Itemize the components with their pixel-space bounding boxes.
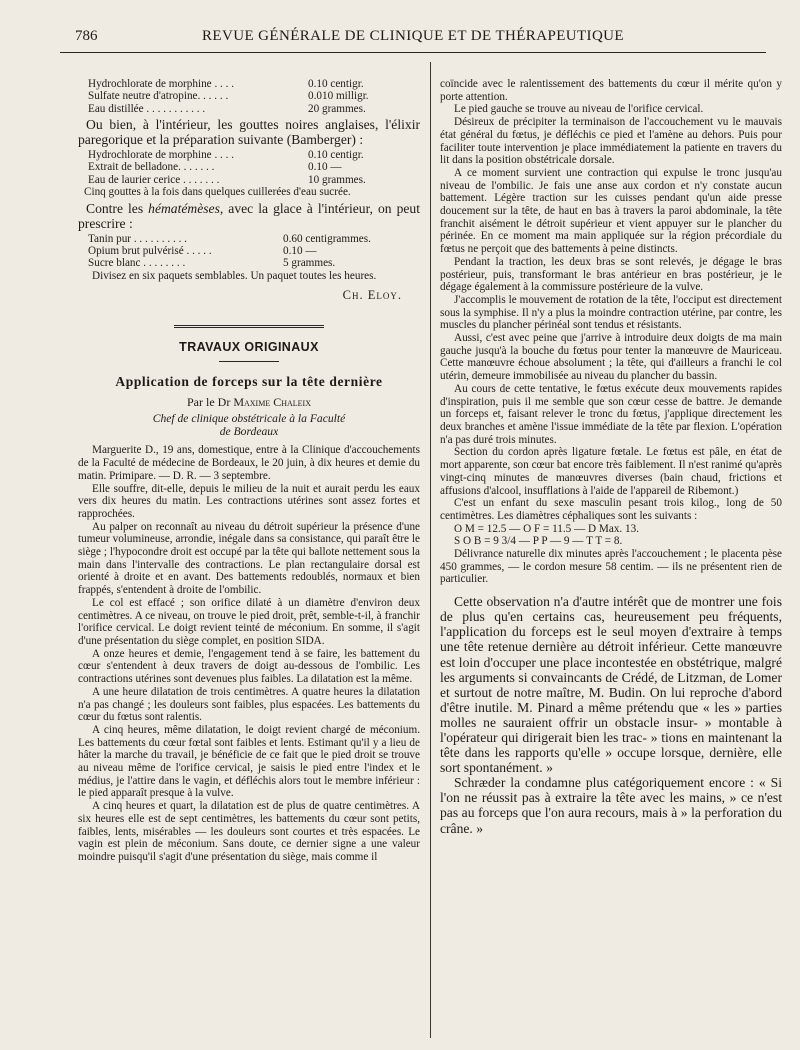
- rx-line: Eau distillée . . . . . . . . . . . 20 grammes.: [88, 102, 366, 115]
- left-column: [78, 78, 420, 864]
- header-rule: [60, 52, 766, 53]
- page-number: 786: [75, 28, 98, 44]
- paragraph: A ce moment survient une contraction qui expulse le tronc jusqu'au niveau de l'ombilic. Je fais une anse aux cordon et n'y constate aucun battement. Légère traction sur les cuisses pendant qu'un aide presse doucement sur la tête, de haut en bas à travers la paroi abdominale, la tête franchit aisément le détroit supérieur et vient appuyer sur le plancher du périnée. En ce moment ma main appliquée sur la région précordiale du fœtus ne perçoit que des battements à peine distincts.: [440, 166, 782, 256]
- column-divider: [430, 62, 431, 1038]
- paragraph: Contre les hématémèses, avec la glace à l'intérieur, on peut prescrire :: [78, 200, 420, 231]
- paragraph: Marguerite D., 19 ans, domestique, entre à la Clinique d'accouchements de la Faculté de médecine de Bordeaux, le 20 juin, à dix heures et demie du matin. Primipare. — D. R. — 3 septembre.: [78, 444, 420, 482]
- paragraph: Cinq gouttes à la fois dans quelques cuillerées d'eau sucrée.: [84, 185, 351, 198]
- running-title: REVUE GÉNÉRALE DE CLINIQUE ET DE THÉRAPEUTIQUE: [202, 28, 624, 44]
- prescription-1: [78, 78, 420, 115]
- prescription-3: [78, 233, 420, 270]
- paragraph: C'est un enfant du sexe masculin pesant trois kilog., long de 50 centimètres. Les diamètres céphaliques sont les suivants :: [440, 497, 782, 522]
- rx-line: Extrait de belladone. . . . . . . 0.10 —: [88, 161, 342, 174]
- article-title: Application de forceps sur la tête dernière: [115, 374, 383, 390]
- rx-line: Hydrochlorate de morphine . . . . 0.10 centigr.: [88, 149, 364, 162]
- paragraph: Cette observation n'a d'autre intérêt que de montrer une fois de plus qu'en certains cas, heureusement peu fréquents, l'application du forceps est le seul moyen d'extraire à temps une tête retenue dernière au détroit inférieur. Cette manœuvre est loin d'occuper une place incontestée en obstétrique, malgré les arguments si convaincants de Crédé, de Litzman, de Lomer et surtout de notre maître, M. Budin. On lui reproche d'abord d'être inutile. M. Pinard a même prétendu que « les » parties molles ne sauraient offrir un obstacle insur- » montable à l'opérateur qui dirigerait bien les trac- » tions en maintenant la tête dans les rapports qu'elle » occupe lorsque, dernière, elle sort spontanément. »: [440, 594, 782, 776]
- affiliation: Chef de clinique obstétricale à la Faculté de Bordeaux: [152, 412, 346, 439]
- rx-line: Sucre blanc . . . . . . . . 5 grammes.: [88, 257, 336, 270]
- paragraph: Pendant la traction, les deux bras se sont relevés, je dégage le bras postérieur, puis, transformant le bras antérieur en bras postérieur, je le dégage également à la commissure postérieure de la vulve.: [440, 255, 782, 294]
- rx-line: Opium brut pulvérisé . . . . . 0.10 —: [88, 245, 317, 258]
- paragraph: Délivrance naturelle dix minutes après l'accouchement ; le placenta pèse 450 grammes, — le cordon mesure 58 centim. — ils ne présentent rien de particulier.: [440, 548, 782, 586]
- paragraph: Le col est effacé ; son orifice dilaté à un diamètre d'environ deux centimètres. A ce niveau, on trouve le pied droit, prêt, semble-t-il, à franchir l'orifice cervical. Le doigt revient teinté de méconium. En somme, il s'agit d'une présentation du siège complet, en position SIDA.: [78, 596, 420, 647]
- paragraph: Schræder la condamne plus catégoriquement encore : « Si l'on ne réussit pas à extraire la tête avec les mains, » ce n'est pas au forceps que l'on aura recours, mais à » la perforation du crâne. »: [440, 775, 782, 836]
- paragraph: J'accomplis le mouvement de rotation de la tête, l'occiput est directement sous la symphise. Il n'y a plus la moindre contraction utérine, par contre, les muscles du plancher périnéal sont tendus et résistants.: [440, 293, 782, 332]
- paragraph: coïncide avec le ralentissement des battements du cœur il mérite qu'on y porte attention.: [440, 78, 782, 103]
- paragraph: Au cours de cette tentative, le fœtus exécute deux mouvements rapides d'inspiration, puis il me semble que son cœur cesse de battre. Je demande un forceps et, faisant relever le tronc du fœtus, j'applique directement les deux branches et amène l'issue immédiate de la tête par flexion. L'opération n'a pas duré trois minutes.: [440, 382, 782, 446]
- paragraph: A une heure dilatation de trois centimètres. A quatre heures la dilatation n'a pas changé ; les douleurs sont faibles, plus espacées. Les battements du cœur du fœtus sont ralentis.: [78, 685, 420, 724]
- section-underline: [219, 361, 279, 362]
- paragraph: Elle souffre, dit-elle, depuis le milieu de la nuit et aurait perdu les eaux vers dix heures du matin. Les contractions utérines sont assez fortes et rapprochées.: [78, 482, 420, 520]
- paragraph: Ou bien, à l'intérieur, les gouttes noires anglaises, l'élixir paregorique et la préparation suivante (Bamberger) :: [78, 116, 420, 147]
- rx-line: Hydrochlorate de morphine . . . . 0.10 centigr.: [88, 78, 364, 90]
- paragraph: Au palper on reconnaît au niveau du détroit supérieur la présence d'une tumeur volumineuse, arrondie, inégale dans sa consistance, qui paraît être le siège ; l'hypocondre droit est occupé par la tête qui ballote nettement sous la main dans l'intervalle des contractions. Le plan rectangulaire dorsal est orienté à droite et en avant. Des battements redoublés, normaux et bien frappés, s'entendent à droite de l'ombilic.: [78, 520, 420, 597]
- paragraph: Aussi, c'est avec peine que j'arrive à introduire deux doigts de ma main gauche jusqu'à la bouche du fœtus pour tenter la manœuvre de Mauriceau. Cette manœuvre échoue absolument ; la tête, qui d'ailleurs a franchi le col utérin, demeure immobilisée au niveau du plancher du bassin.: [440, 332, 782, 383]
- paragraph: A cinq heures et quart, la dilatation est de plus de quatre centimètres. A six heures elle est de sept centimètres, les battements du cœur sont petits, faibles, lents, misérables — les douleurs sont courtes et très espacées. Le vagin est plein de méconium. Sans doute, ce dernier signe a une valeur moindre puisqu'il s'agit d'une présentation du siège, mais comme il: [78, 800, 420, 863]
- page-header: [60, 28, 766, 54]
- paragraph: A onze heures et demie, l'engagement tend à se faire, les battement du cœur s'entendent à deux travers de doigt au-dessous de l'ombilic. Les contractions utérines sont devenues plus faibles. La dilatation est la même.: [78, 647, 420, 686]
- signature: Ch. Eloy.: [342, 288, 402, 303]
- rx-line: Sulfate neutre d'atropine. . . . . . 0.010 milligr.: [88, 90, 369, 103]
- rx-line: Tanin pur . . . . . . . . . . 0.60 centigrammes.: [88, 232, 371, 245]
- cephalic-dimensions: O M = 12.5 — O F = 11.5 — D Max. 13.: [454, 522, 639, 535]
- author-name: Maxime Chaleix: [233, 395, 311, 410]
- byline: Par le Dr Maxime Chaleix: [187, 395, 311, 410]
- paragraph: A cinq heures, même dilatation, le doigt revient chargé de méconium. Les battements du cœur fœtal sont faibles et lents. Estimant qu'il y a lieu de hâter la marche du travail, je bénéficie de ce fait que le pied droit se trouve au niveau même de l'orifice cervical, je saisis le pied entre l'index et le médius, je l'attire dans le vagin, et défléchis alors tout le membre inférieur : le pied apparaît presque à la vulve.: [78, 723, 420, 800]
- section-title: TRAVAUX ORIGINAUX: [179, 340, 319, 355]
- cephalic-dimensions: S O B = 9 3/4 — P P — 9 — T T = 8.: [454, 535, 623, 548]
- paragraph: Désireux de précipiter la terminaison de l'accouchement vu le mauvais état général du fœtus, je défléchis ce pied et l'amène au dehors. Puis pour faciliter toute intervention je place immédiatement la patiente en travers du lit dans la position obstétricale dorsale.: [440, 116, 782, 167]
- paragraph: Divisez en six paquets semblables. Un paquet toutes les heures.: [92, 269, 377, 282]
- paragraph: Le pied gauche se trouve au niveau de l'orifice cervical.: [454, 103, 704, 116]
- right-column: [440, 78, 782, 836]
- rx-line: Eau de laurier cerice . . . . . . . 10 grammes.: [88, 173, 366, 186]
- section-rule: [174, 325, 324, 330]
- paragraph: Section du cordon après ligature fœtale. Le fœtus est pâle, en état de mort apparente, son cœur bat encore très faiblement. Il n'est ranimé qu'après vingt-cinq minutes de manœuvres diverses (bain chaud, frictions et affusions d'alcool, insufflations à l'aide de l'appareil de Ribemont.): [440, 446, 782, 497]
- prescription-2: [78, 149, 420, 186]
